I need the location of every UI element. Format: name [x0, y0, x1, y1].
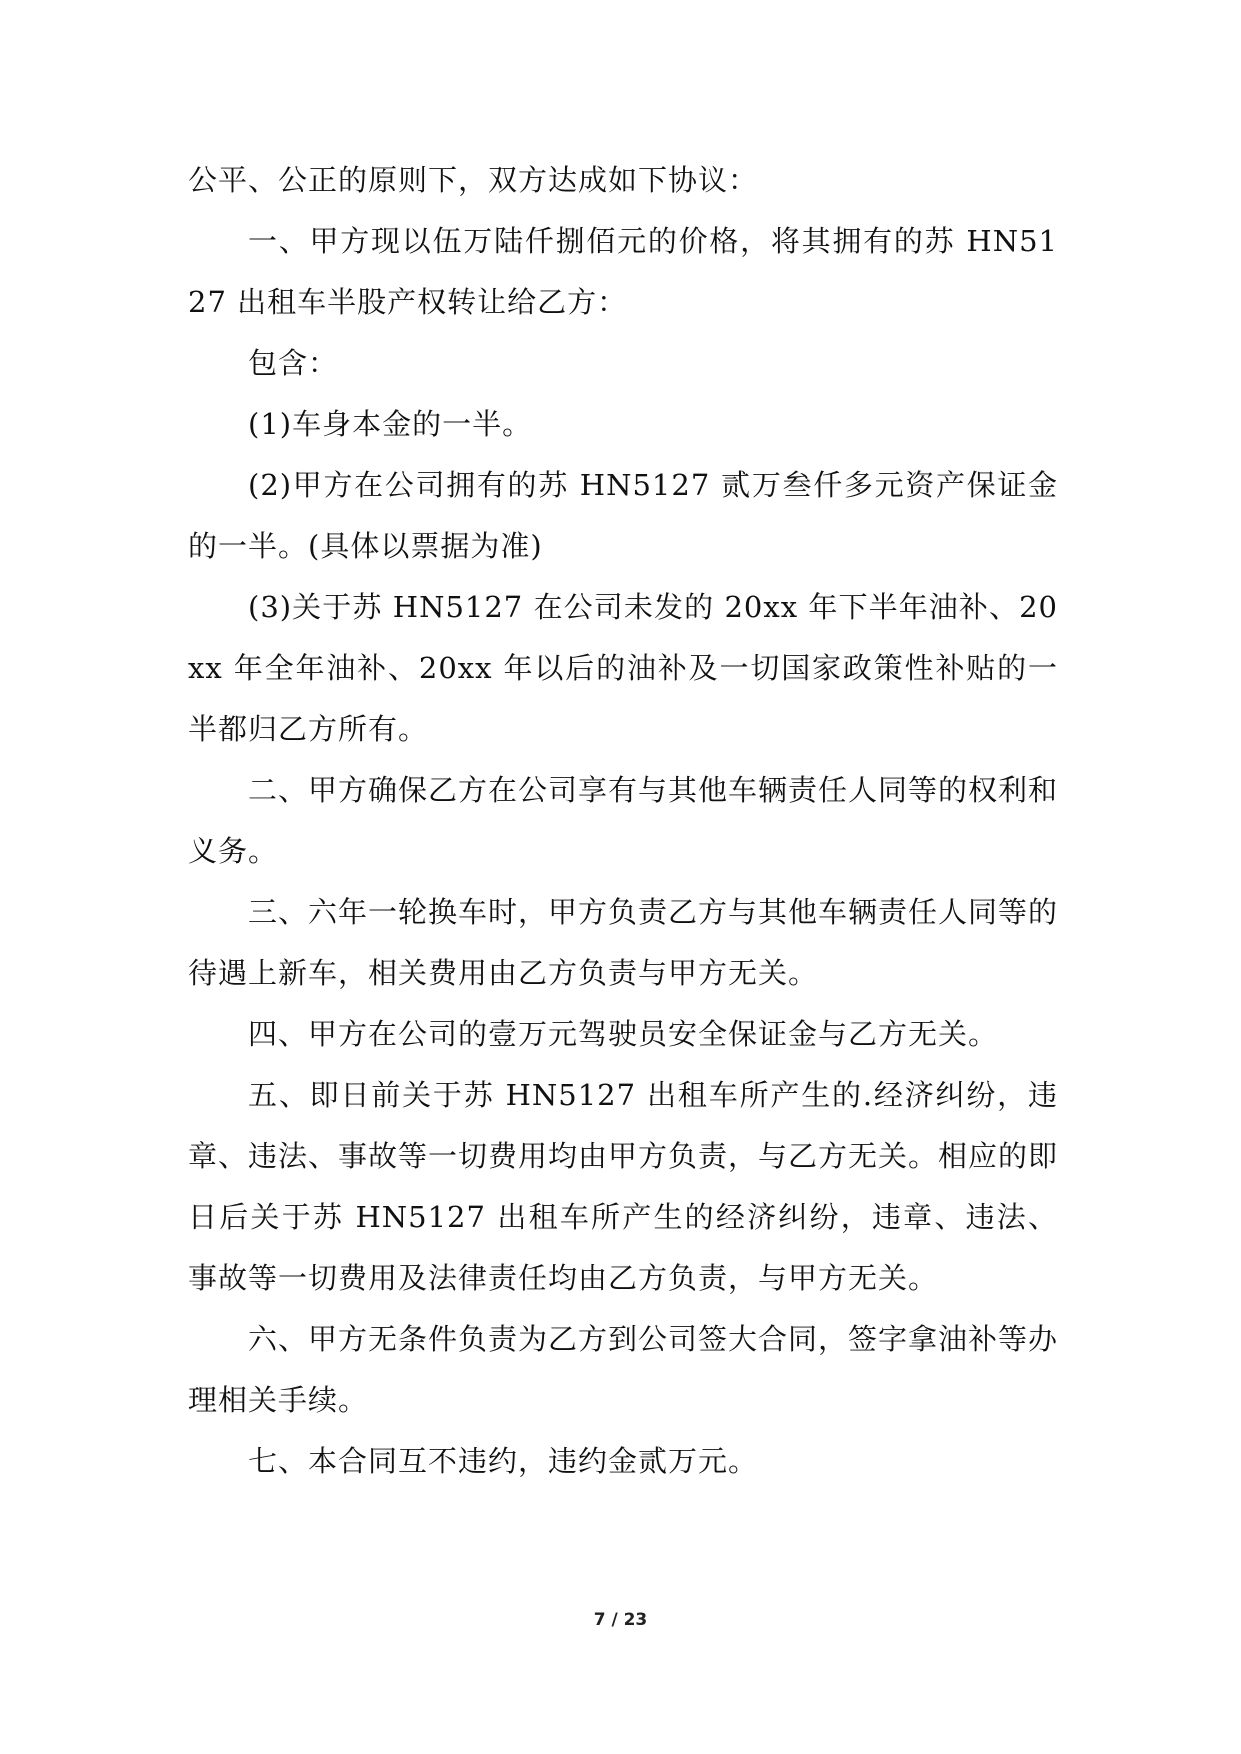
clause-1-item-1: (1)车身本金的一半。 — [248, 407, 533, 441]
clause-2: 二、甲方确保乙方在公司享有与其他车辆责任人同等的权利和义务。 — [188, 773, 1059, 868]
document-body — [188, 150, 1058, 1492]
clause-5: 五、即日前关于苏 HN5127 出租车所产生的.经济纠纷，违章、违法、事故等一切费用均由甲方负责，与乙方无关。相应的即日后关于苏 HN5127 出租车所产生的经济纠纷，违章、违法、事故等一切费用及法律责任均由乙方负责，与甲方无关。 — [188, 1078, 1059, 1295]
clause-1-includes-label: 包含： — [248, 346, 339, 380]
paragraph-continuation: 公平、公正的原则下，双方达成如下协议： — [188, 163, 759, 197]
clause-7: 七、本合同互不违约，违约金贰万元。 — [248, 1444, 759, 1478]
clause-1-item-2: (2)甲方在公司拥有的苏 HN5127 贰万叁仟多元资产保证金的一半。(具体以票据为准) — [188, 468, 1058, 563]
page-number: 7 / 23 — [593, 1610, 648, 1630]
clause-4: 四、甲方在公司的壹万元驾驶员安全保证金与乙方无关。 — [248, 1017, 999, 1051]
clause-3: 三、六年一轮换车时，甲方负责乙方与其他车辆责任人同等的待遇上新车，相关费用由乙方负责与甲方无关。 — [188, 895, 1059, 990]
clause-6: 六、甲方无条件负责为乙方到公司签大合同，签字拿油补等办理相关手续。 — [188, 1322, 1059, 1417]
clause-1: 一、甲方现以伍万陆仟捌佰元的价格，将其拥有的苏 HN5127 出租车半股产权转让给乙方： — [188, 224, 1058, 319]
clause-1-item-3: (3)关于苏 HN5127 在公司未发的 20xx 年下半年油补、20xx 年全年油补、20xx 年以后的油补及一切国家政策性补贴的一半都归乙方所有。 — [188, 590, 1058, 746]
